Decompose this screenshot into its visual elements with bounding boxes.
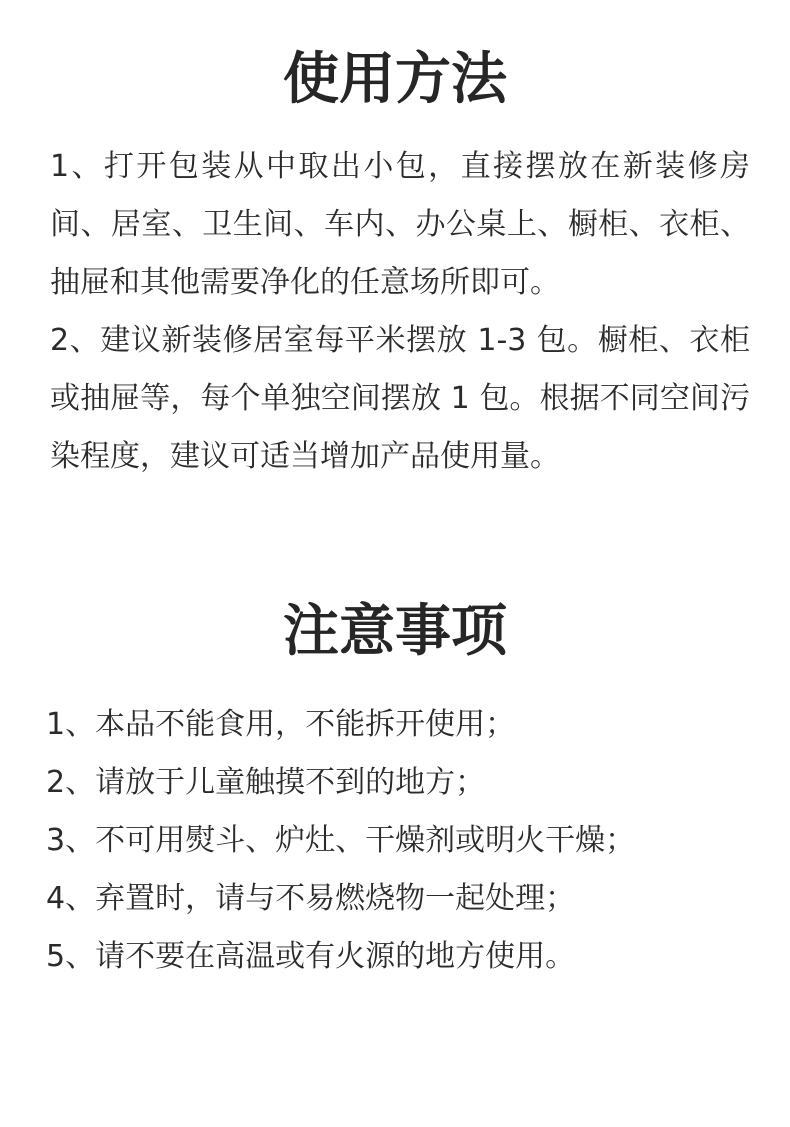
notes-section-title: 注意事项 — [283, 599, 507, 664]
notes-list-item: 5、请不要在高温或有火源的地方使用。 — [46, 939, 576, 974]
notes-list-item: 3、不可用熨斗、炉灶、干燥剂或明火干燥； — [46, 823, 636, 858]
usage-section-title: 使用方法 — [283, 47, 507, 112]
notes-list-item: 1、本品不能食用，不能拆开使用； — [46, 707, 516, 742]
usage-paragraph: 1、打开包装从中取出小包，直接摆放在新装修房间、居室、卫生间、车内、办公桌上、橱柜、衣柜、抽屉和其他需要净化的任意场所即可。 — [50, 149, 750, 300]
notes-list-item: 2、请放于儿童触摸不到的地方； — [46, 765, 486, 800]
notes-list — [46, 696, 766, 986]
usage-paragraph: 2、建议新装修居室每平米摆放 1-3 包。橱柜、衣柜或抽屉等，每个单独空间摆放 1 包。根据不同空间污染程度，建议可适当增加产品使用量。 — [50, 323, 750, 474]
usage-instructions — [50, 138, 750, 486]
notes-list-item: 4、弃置时，请与不易燃烧物一起处理； — [46, 881, 576, 916]
